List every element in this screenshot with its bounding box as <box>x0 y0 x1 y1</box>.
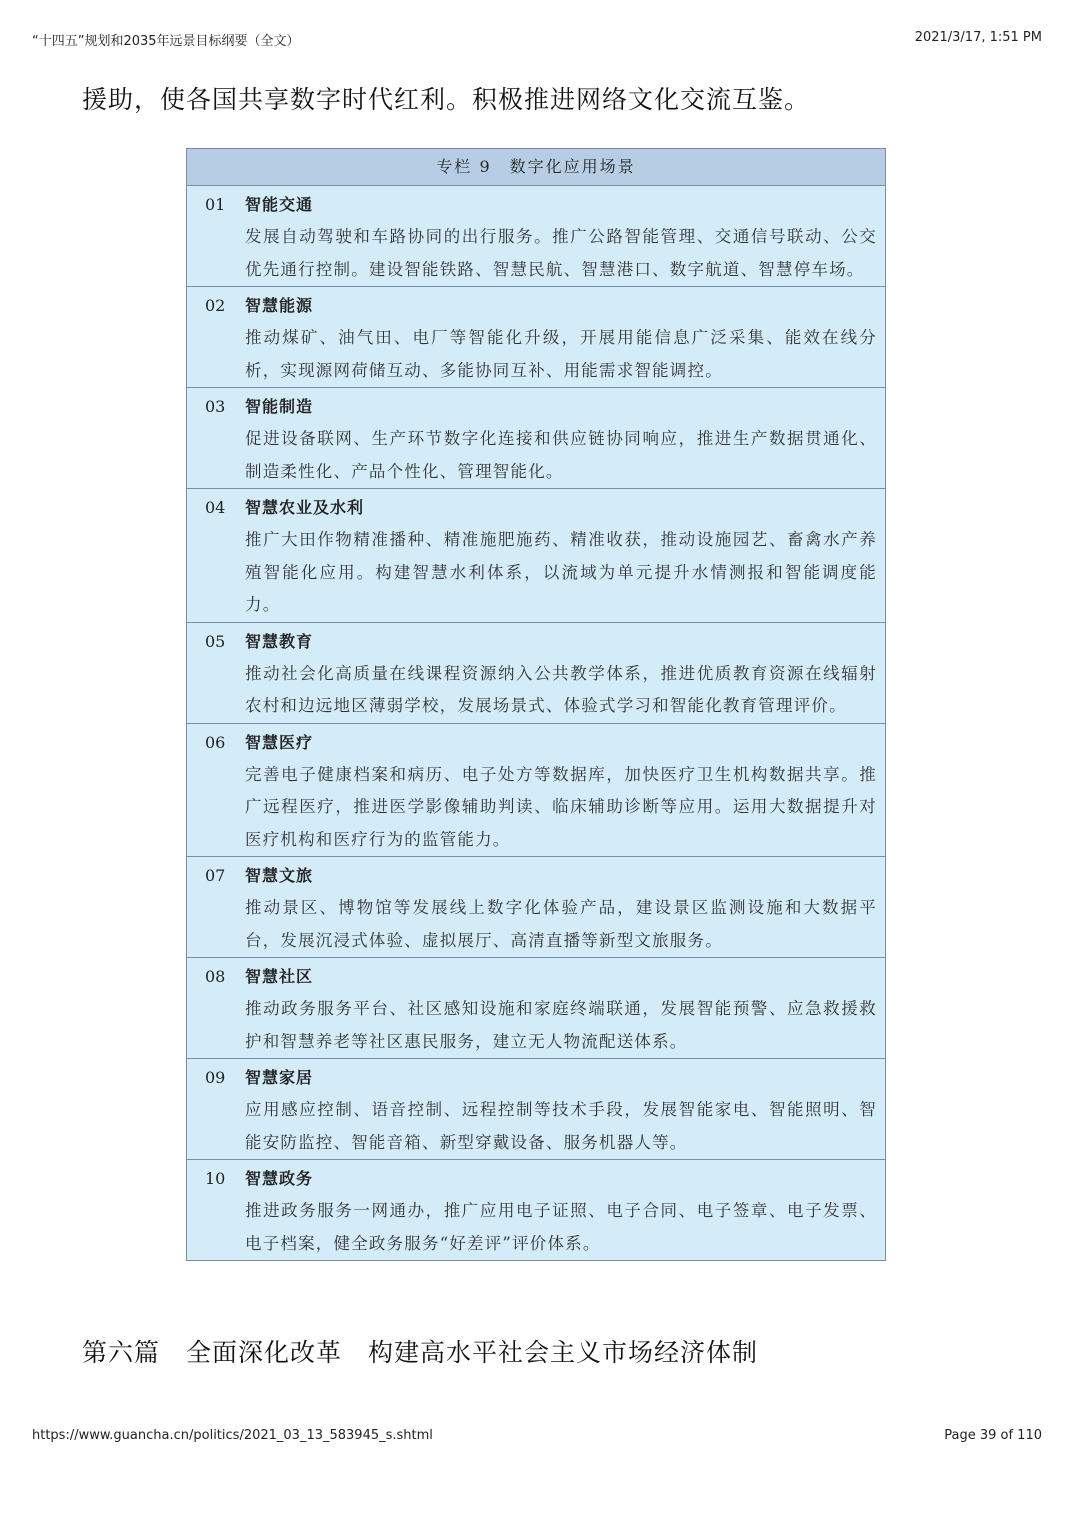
row-title: 智慧农业及水利 <box>245 498 365 517</box>
row-number: 04 <box>205 498 226 517</box>
row-text: 推动政务服务平台、社区感知设施和家庭终端联通，发展智能预警、应急救援救护和智慧养老等社区惠民服务，建立无人物流配送体系。 <box>245 999 877 1051</box>
row-title: 智能制造 <box>245 397 314 416</box>
print-header-datetime: 2021/3/17, 1:51 PM <box>914 30 1042 45</box>
panel-row <box>187 287 885 388</box>
row-number: 09 <box>205 1068 226 1087</box>
row-number: 07 <box>205 866 226 885</box>
row-title: 智慧政务 <box>245 1169 314 1188</box>
row-title: 智慧能源 <box>245 296 314 315</box>
print-footer-url[interactable]: https://www.guancha.cn/politics/2021_03_13_583945_s.shtml <box>32 1428 433 1443</box>
row-title: 智慧家居 <box>245 1068 314 1087</box>
row-text: 促进设备联网、生产环节数字化连接和供应链协同响应，推进生产数据贯通化、制造柔性化、产品个性化、管理智能化。 <box>245 429 877 481</box>
panel-row <box>187 186 885 287</box>
panel-row <box>187 857 885 958</box>
row-title: 智慧教育 <box>245 631 314 651</box>
panel-row <box>187 724 885 858</box>
panel-row <box>187 1160 885 1260</box>
row-title: 智慧社区 <box>245 967 314 986</box>
print-header-title: “十四五”规划和2035年远景目标纲要（全文） <box>32 34 300 49</box>
row-number: 10 <box>205 1169 226 1188</box>
lead-paragraph: 援助，使各国共享数字时代红利。积极推进网络文化交流互鉴。 <box>82 85 811 114</box>
row-number: 01 <box>205 195 226 214</box>
row-number: 02 <box>205 296 226 315</box>
row-number: 05 <box>205 631 226 651</box>
panel-row <box>187 623 885 724</box>
section-heading: 第六篇 全面深化改革 构建高水平社会主义市场经济体制 <box>82 1338 759 1367</box>
print-footer-page: Page 39 of 110 <box>944 1428 1042 1443</box>
row-title: 智慧医疗 <box>245 732 314 752</box>
row-number: 03 <box>205 397 226 416</box>
row-title: 智慧文旅 <box>245 866 314 885</box>
row-text: 完善电子健康档案和病历、电子处方等数据库，加快医疗卫生机构数据共享。推广远程医疗，推进医学影像辅助判读、临床辅助诊断等应用。运用大数据提升对医疗机构和医疗行为的监管能力。 <box>245 764 877 849</box>
row-title: 智能交通 <box>245 195 314 214</box>
row-number: 08 <box>205 967 226 986</box>
panel-row <box>187 388 885 489</box>
panel-row <box>187 1059 885 1160</box>
panel-title: 专栏 9 数字化应用场景 <box>187 149 885 186</box>
row-text: 发展自动驾驶和车路协同的出行服务。推广公路智能管理、交通信号联动、公交优先通行控制。建设智能铁路、智慧民航、智慧港口、数字航道、智慧停车场。 <box>245 227 877 279</box>
row-text: 推动景区、博物馆等发展线上数字化体验产品，建设景区监测设施和大数据平台，发展沉浸式体验、虚拟展厅、高清直播等新型文旅服务。 <box>245 898 877 950</box>
row-text: 推动煤矿、油气田、电厂等智能化升级，开展用能信息广泛采集、能效在线分析，实现源网荷储互动、多能协同互补、用能需求智能调控。 <box>245 328 877 380</box>
row-text: 推进政务服务一网通办，推广应用电子证照、电子合同、电子签章、电子发票、电子档案，健全政务服务“好差评”评价体系。 <box>245 1201 877 1253</box>
row-text: 推广大田作物精准播种、精准施肥施药、精准收获，推动设施园艺、畜禽水产养殖智能化应用。构建智慧水利体系，以流域为单元提升水情测报和智能调度能力。 <box>245 530 877 614</box>
sidebar-panel-digital-scenarios <box>186 148 886 1261</box>
row-number: 06 <box>205 732 226 752</box>
row-text: 推动社会化高质量在线课程资源纳入公共教学体系，推进优质教育资源在线辐射农村和边远地区薄弱学校，发展场景式、体验式学习和智能化教育管理评价。 <box>245 663 877 715</box>
panel-row <box>187 958 885 1059</box>
row-text: 应用感应控制、语音控制、远程控制等技术手段，发展智能家电、智能照明、智能安防监控、智能音箱、新型穿戴设备、服务机器人等。 <box>245 1100 877 1152</box>
panel-row <box>187 489 885 623</box>
